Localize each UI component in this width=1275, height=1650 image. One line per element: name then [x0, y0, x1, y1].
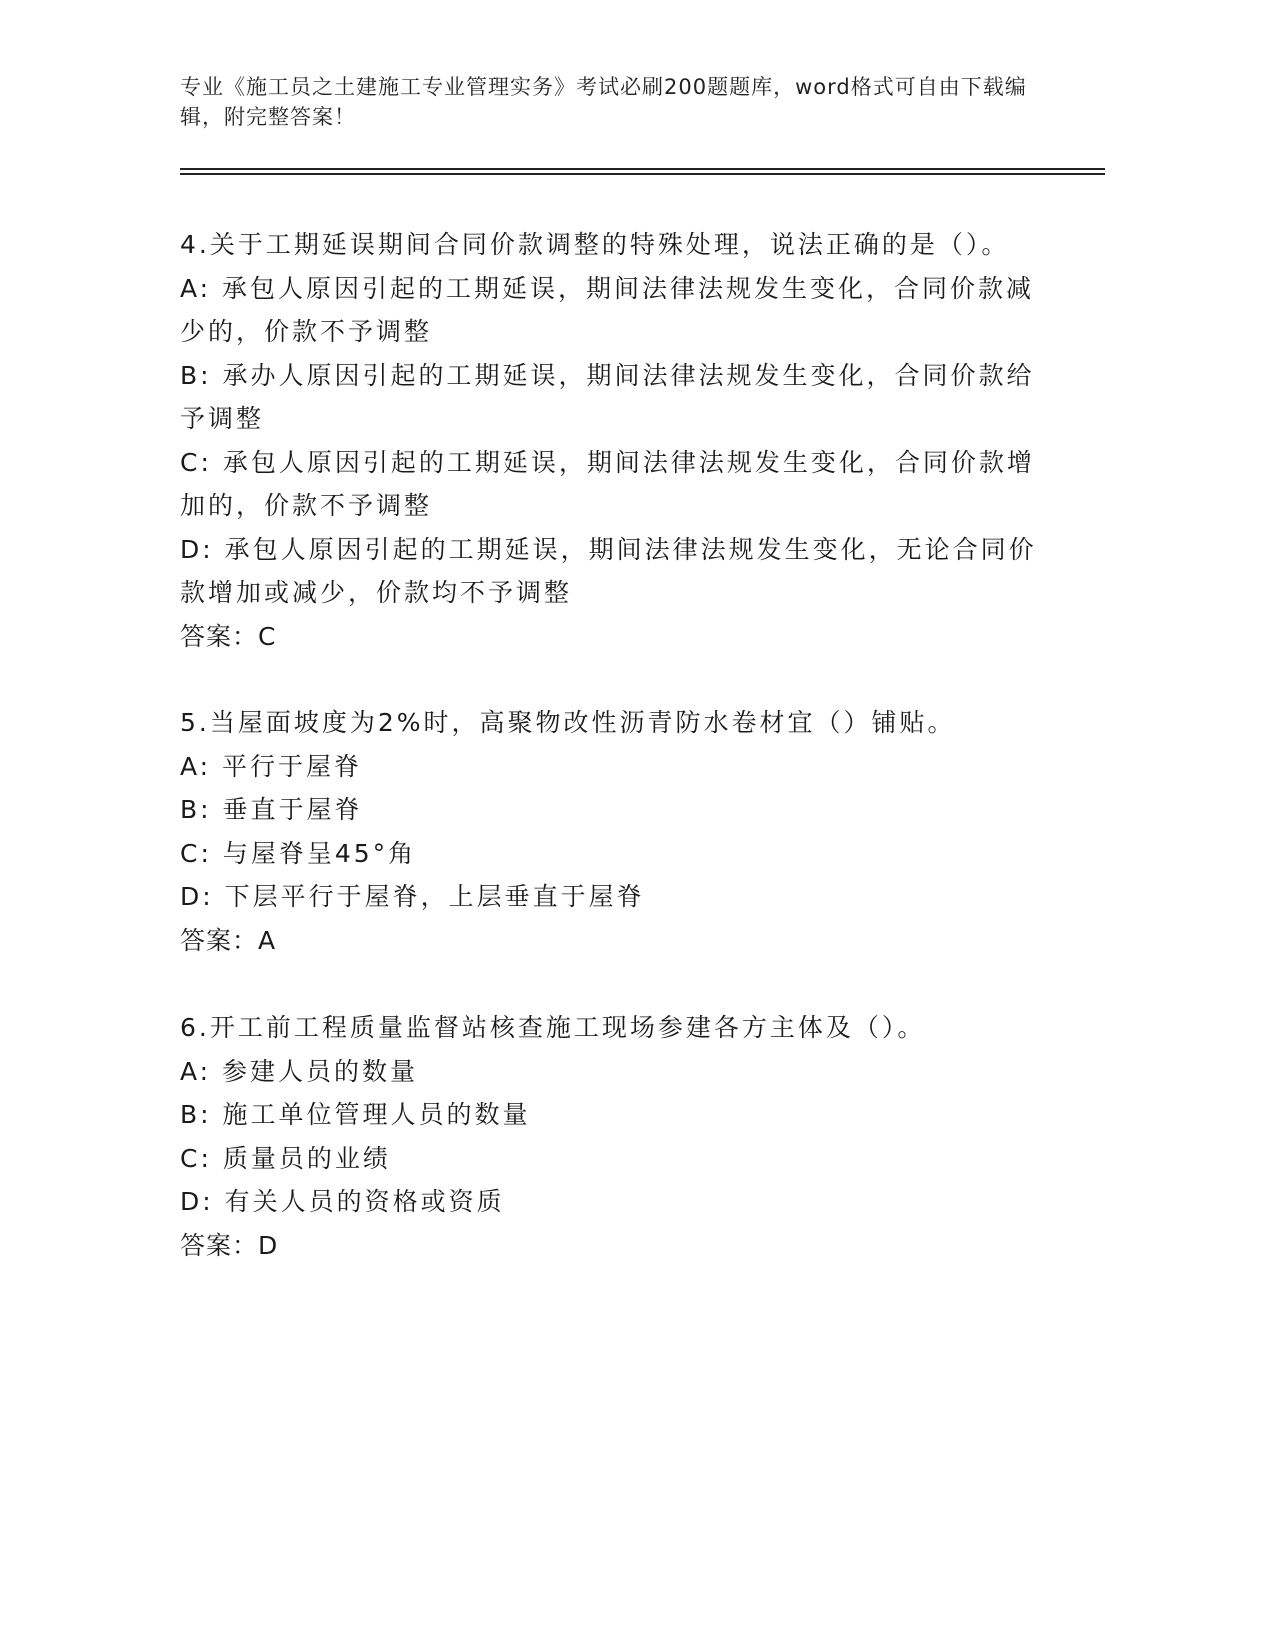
option-a: A: 平行于屋脊 [180, 751, 363, 781]
question-stem: 5.当屋面坡度为2%时，高聚物改性沥青防水卷材宜（）铺贴。 [180, 708, 956, 737]
answer: 答案：A [180, 925, 277, 955]
option-b: B: 施工单位管理人员的数量 [180, 1100, 531, 1129]
document-header: 专业《施工员之土建施工专业管理实务》考试必刷200题题库，word格式可自由下载编辑，附完整答案！ [180, 75, 1027, 129]
question-4 [180, 223, 1040, 658]
header-divider-top [180, 168, 1105, 170]
question-stem: 6.开工前工程质量监督站核查施工现场参建各方主体及（）。 [180, 1013, 926, 1042]
option-b: B: 垂直于屋脊 [180, 795, 363, 824]
option-d: D: 承包人原因引起的工期延误，期间法律法规发生变化，无论合同价款增加或减少，价款均不予调整 [180, 534, 1037, 607]
question-5 [180, 701, 1040, 962]
option-d: D: 有关人员的资格或资质 [180, 1187, 505, 1216]
header-divider-bottom [180, 173, 1105, 175]
option-c: C: 承包人原因引起的工期延误，期间法律法规发生变化，合同价款增加的，价款不予调整 [180, 447, 1035, 520]
option-a: A: 参建人员的数量 [180, 1056, 419, 1086]
answer: 答案：C [180, 621, 277, 651]
option-a: A: 承包人原因引起的工期延误，期间法律法规发生变化，合同价款减少的，价款不予调整 [180, 273, 1035, 346]
question-6 [180, 1006, 1040, 1267]
option-c: C: 与屋脊呈45°角 [180, 838, 417, 868]
answer: 答案：D [180, 1230, 279, 1260]
option-d: D: 下层平行于屋脊，上层垂直于屋脊 [180, 882, 645, 911]
question-stem: 4.关于工期延误期间合同价款调整的特殊处理，说法正确的是（）。 [180, 230, 1010, 259]
option-c: C: 质量员的业绩 [180, 1143, 391, 1173]
option-b: B: 承办人原因引起的工期延误，期间法律法规发生变化，合同价款给予调整 [180, 360, 1035, 433]
